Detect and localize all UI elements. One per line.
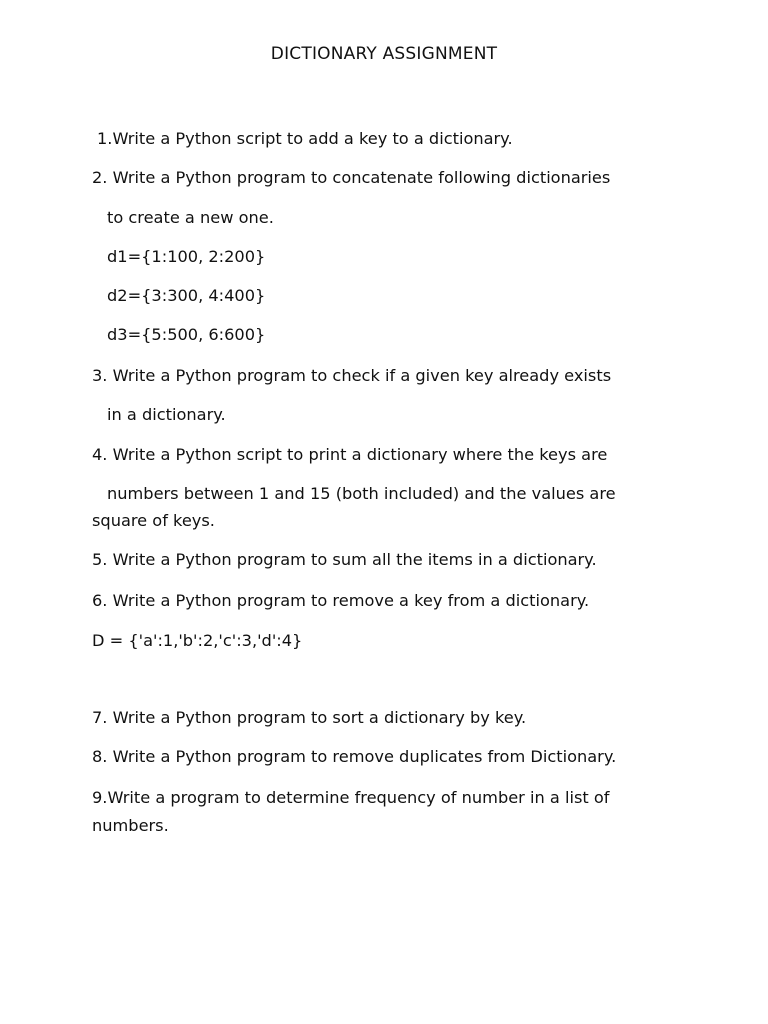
assignment-line-5: d2={3:300, 4:400}	[107, 286, 266, 305]
assignment-line-12: 5. Write a Python program to sum all the items in a dictionary.	[92, 550, 597, 569]
assignment-line-7: 3. Write a Python program to check if a given key already exists	[92, 366, 612, 385]
assignment-line-14: D = {'a':1,'b':2,'c':3,'d':4}	[92, 631, 303, 650]
assignment-line-1: 1.Write a Python script to add a key to a dictionary.	[97, 129, 513, 148]
assignment-line-3: to create a new one.	[107, 208, 274, 227]
assignment-line-10: numbers between 1 and 15 (both included) and the values are	[107, 484, 616, 503]
assignment-line-8: in a dictionary.	[107, 405, 226, 424]
assignment-line-17: 9.Write a program to determine frequency of number in a list of	[92, 788, 610, 807]
document-title: DICTIONARY ASSIGNMENT	[270, 44, 498, 64]
assignment-line-16: 8. Write a Python program to remove duplicates from Dictionary.	[92, 747, 617, 766]
assignment-line-11: square of keys.	[92, 511, 215, 530]
assignment-line-13: 6. Write a Python program to remove a key from a dictionary.	[92, 591, 590, 610]
assignment-line-9: 4. Write a Python script to print a dictionary where the keys are	[92, 445, 608, 464]
assignment-line-15: 7. Write a Python program to sort a dictionary by key.	[92, 708, 527, 727]
assignment-line-4: d1={1:100, 2:200}	[107, 247, 266, 266]
assignment-line-2: 2. Write a Python program to concatenate following dictionaries	[92, 168, 611, 187]
assignment-line-18: numbers.	[92, 816, 169, 835]
assignment-line-6: d3={5:500, 6:600}	[107, 325, 266, 344]
